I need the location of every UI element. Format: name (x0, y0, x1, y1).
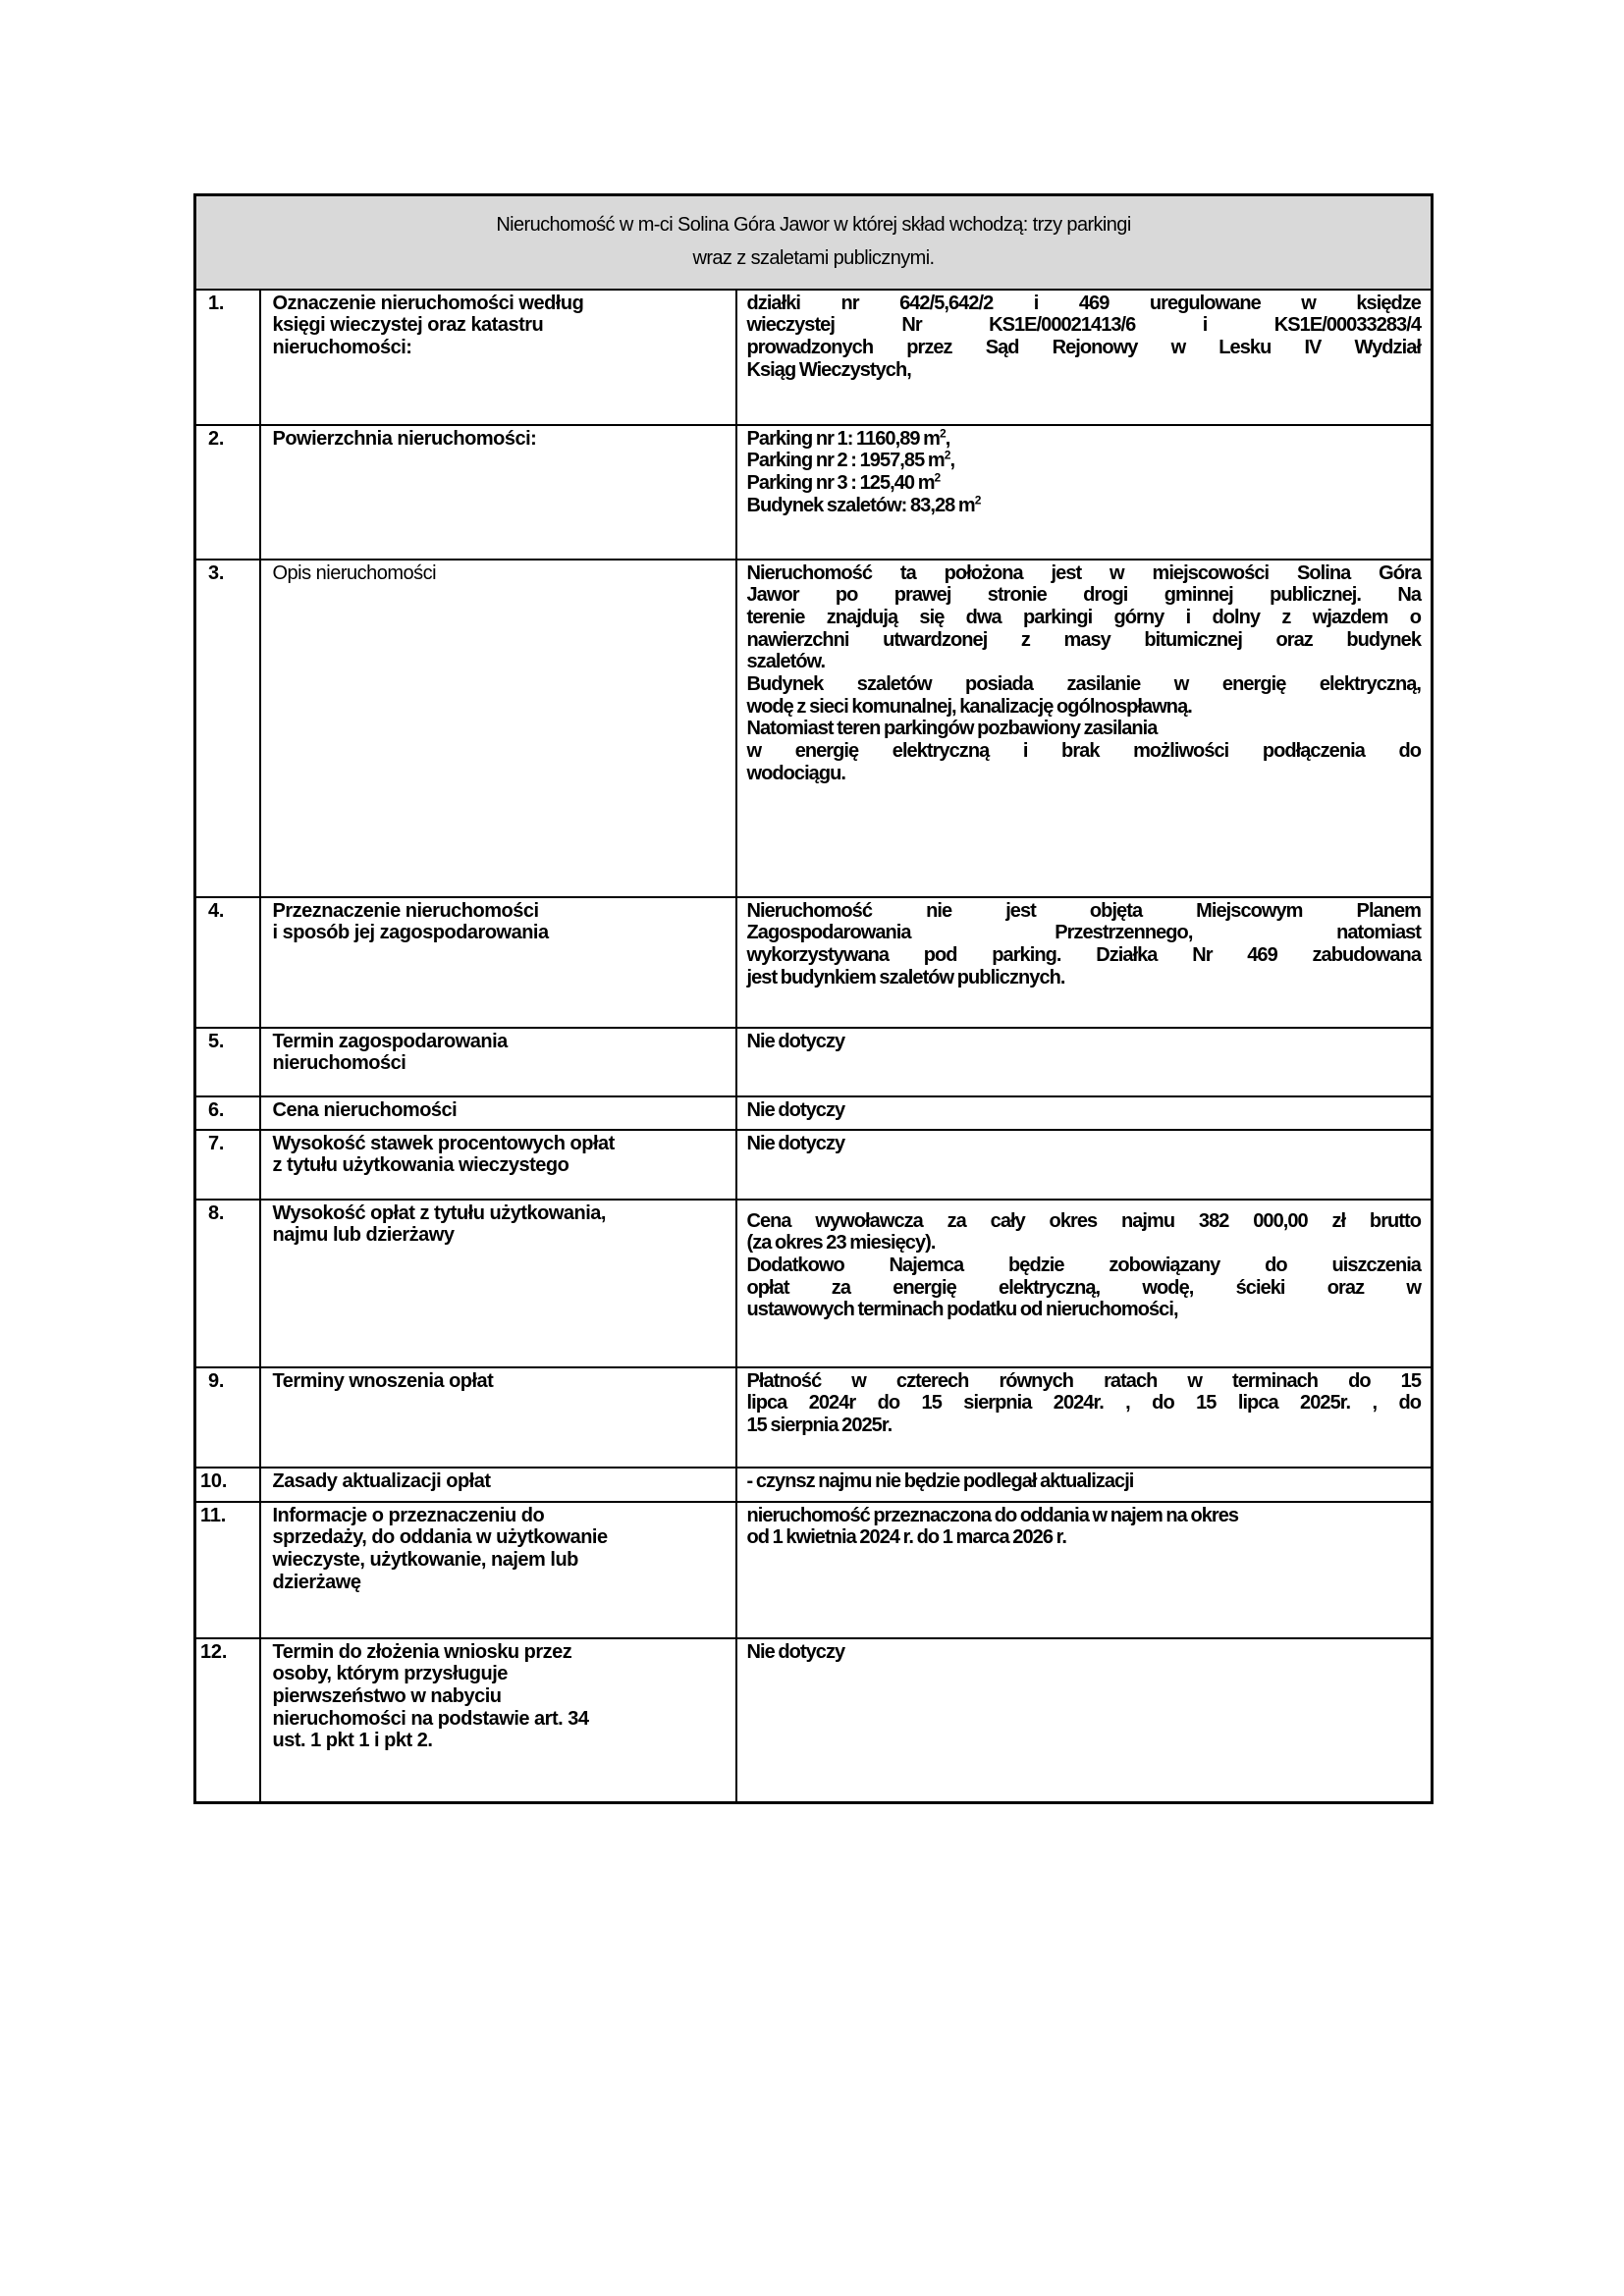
row-value: nieruchomość przeznaczona do oddania w najem na okres od 1 kwietnia 2024 r. do 1 marca 2026 r. (736, 1502, 1433, 1638)
row-value (736, 425, 1433, 560)
table-row (195, 1468, 1433, 1502)
row-number: 1. (195, 290, 260, 425)
row-value: Nieruchomość ta położona jest w miejscowości Solina Góra Jawor po prawej stronie drogi gminnej publicznej. Na terenie znajdują się dwa parkingi górny i dolny z wjazdem o nawierzchni utwardzonej z masy bitumicznej oraz budynek szaletów. Budynek szaletów posiada zasilanie w energię elektryczną, wodę z sieci komunalnej, kanalizację ogólnospławną. Natomiast teren parkingów pozbawiony zasilania w energię elektryczną i brak możliwości podłączenia do wodociągu. (736, 560, 1433, 897)
row-number: 3. (195, 560, 260, 897)
table-row (195, 1638, 1433, 1803)
area-toilet-building: Budynek szaletów: 83,28 $m^2$ (746, 492, 981, 516)
area-parking-3: Parking nr 3 : 125,40 $m^2$ (746, 470, 941, 494)
row-label: Terminy wnoszenia opłat (260, 1367, 736, 1468)
row-number: 7. (195, 1130, 260, 1200)
row-label: Zasady aktualizacji opłat (260, 1468, 736, 1502)
row-value: Nieruchomość nie jest objęta Miejscowym Planem Zagospodarowania Przestrzennego, natomiast wykorzystywana pod parking. Działka Nr 469 zabudowana jest budynkiem szaletów publicznych. (736, 897, 1433, 1028)
row-value: - czynsz najmu nie będzie podlegał aktualizacji (736, 1468, 1433, 1502)
table-row (195, 1130, 1433, 1200)
row-label: Cena nieruchomości (260, 1096, 736, 1130)
row-number: 11. (195, 1502, 260, 1638)
table-row (195, 1028, 1433, 1096)
row-value: Płatność w czterech równych ratach w terminach do 15 lipca 2024r do 15 sierpnia 2024r. , do 15 lipca 2025r. , do 15 sierpnia 2025r. (736, 1367, 1433, 1468)
row-number: 10. (195, 1468, 260, 1502)
table-row (195, 1200, 1433, 1367)
row-number: 5. (195, 1028, 260, 1096)
title-line-2: wraz z szaletami publicznymi. (692, 247, 935, 269)
row-value: Nie dotyczy (736, 1638, 1433, 1803)
property-info-table (193, 193, 1434, 1804)
row-value: działki nr 642/5,642/2 i 469 uregulowane w księdze wieczystej Nr KS1E/00021413/6 i KS1E/00033283/4 prowadzonych przez Sąd Rejonowy w Lesku IV Wydział Ksiąg Wieczystych, (736, 290, 1433, 425)
table-row (195, 897, 1433, 1028)
table-header-row (195, 195, 1433, 290)
row-value: Nie dotyczy (736, 1130, 1433, 1200)
table-row (195, 1096, 1433, 1130)
row-number: 12. (195, 1638, 260, 1803)
row-label: Opis nieruchomości (260, 560, 736, 897)
row-number: 8. (195, 1200, 260, 1367)
row-label: Termin do złożenia wniosku przez osoby, którym przysługuje pierwszeństwo w nabyciu nieruchomości na podstawie art. 34 ust. 1 pkt 1 i pkt 2. (260, 1638, 736, 1803)
table-title (195, 195, 1433, 290)
row-label: Przeznaczenie nieruchomości i sposób jej zagospodarowania (260, 897, 736, 1028)
row-number: 6. (195, 1096, 260, 1130)
table-row (195, 425, 1433, 560)
table-row (195, 1502, 1433, 1638)
table-row (195, 1367, 1433, 1468)
row-number: 4. (195, 897, 260, 1028)
row-label: Wysokość stawek procentowych opłat z tytułu użytkowania wieczystego (260, 1130, 736, 1200)
row-value: Cena wywoławcza za cały okres najmu 382 000,00 zł brutto (za okres 23 miesięcy). Dodatkowo Najemca będzie zobowiązany do uiszczenia opłat za energię elektryczną, wodę, ścieki oraz w ustawowych terminach podatku od nieruchomości, (736, 1200, 1433, 1367)
row-number: 9. (195, 1367, 260, 1468)
row-label: Termin zagospodarowania nieruchomości (260, 1028, 736, 1096)
row-value: Nie dotyczy (736, 1028, 1433, 1096)
row-value: Nie dotyczy (736, 1096, 1433, 1130)
title-line-1: Nieruchomość w m-ci Solina Góra Jawor w której skład wchodzą: trzy parkingi (496, 214, 1131, 236)
row-label: Informacje o przeznaczeniu do sprzedaży, do oddania w użytkowanie wieczyste, użytkowanie, najem lub dzierżawę (260, 1502, 736, 1638)
row-label: Wysokość opłat z tytułu użytkowania, najmu lub dzierżawy (260, 1200, 736, 1367)
area-parking-2: Parking nr 2 : 1957,85 $m^2$, (746, 448, 955, 472)
row-label: Oznaczenie nieruchomości według księgi wieczystej oraz katastru nieruchomości: (260, 290, 736, 425)
row-label: Powierzchnia nieruchomości: (260, 425, 736, 560)
table-row (195, 290, 1433, 425)
area-parking-1: Parking nr 1: 1160,89 $m^2$, (746, 425, 950, 450)
row-number: 2. (195, 425, 260, 560)
table-row (195, 560, 1433, 897)
